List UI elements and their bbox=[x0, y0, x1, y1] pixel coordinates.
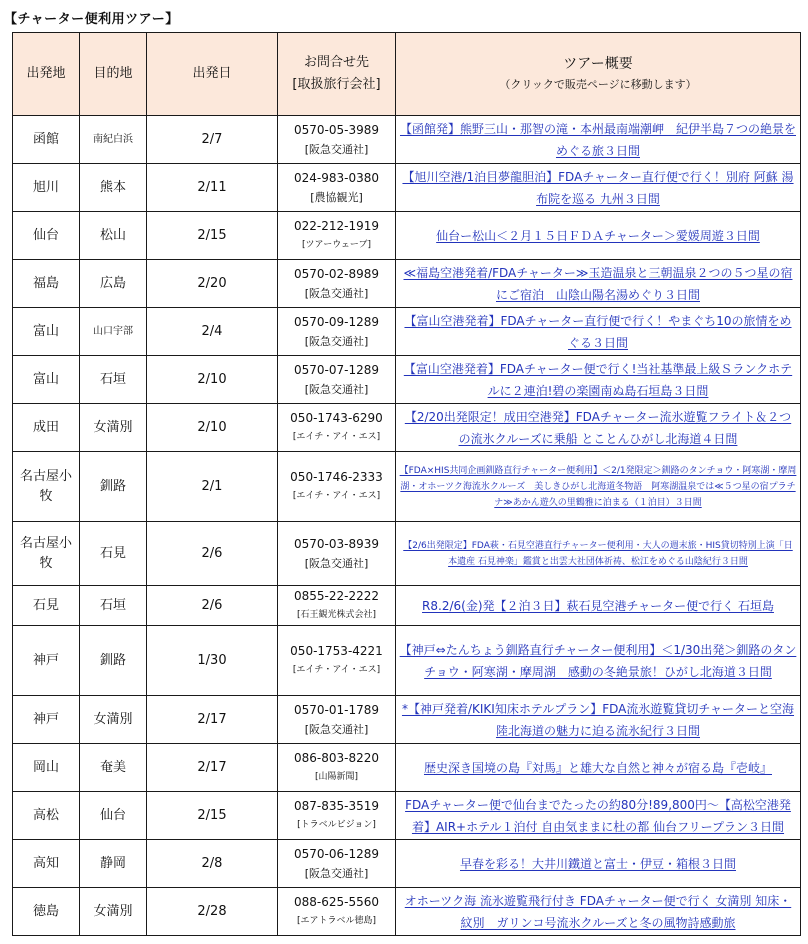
summary-cell bbox=[396, 744, 801, 792]
date-cell: 2/8 bbox=[147, 840, 278, 888]
phone-number: 0570-05-3989 bbox=[293, 122, 379, 137]
tour-link[interactable]: 【神戸⇔たんちょう釧路直行チャーター便利用】＜1/30出発＞釧路のタンチョウ・阿寒湖・摩周湖 感動の冬絶景旅！ひがし北海道３日間 bbox=[399, 642, 797, 679]
contact-cell bbox=[278, 744, 396, 792]
destination-cell: 広島 bbox=[80, 260, 147, 308]
tour-link[interactable]: R8.2/6(金)発【２泊３日】萩石見空港チャーター便で行く 石垣島 bbox=[422, 598, 774, 613]
page-title: 【チャーター便利用ツアー】 bbox=[4, 12, 179, 27]
contact-cell bbox=[278, 164, 396, 212]
header-overview-title: ツアー概要 bbox=[563, 56, 633, 72]
departure-cell: 福島 bbox=[13, 260, 80, 308]
header-date: 出発日 bbox=[147, 33, 278, 116]
summary-cell bbox=[396, 260, 801, 308]
agency-name: [石王観光株式会社] bbox=[296, 609, 377, 620]
phone-number: 0570-01-1789 bbox=[293, 702, 379, 717]
tour-link[interactable]: 【旭川空港/1泊目夢龍胆泊】FDAチャーター直行便で行く！別府 阿蘇 湯布院を巡る 九州３日間 bbox=[402, 169, 794, 206]
phone-number: 050-1753-4221 bbox=[290, 643, 383, 658]
summary-cell bbox=[396, 696, 801, 744]
departure-cell: 仙台 bbox=[13, 212, 80, 260]
agency-name: [農協観光] bbox=[310, 190, 363, 204]
tour-link[interactable]: 【2/20出発限定！成田空港発】FDAチャーター流氷遊覧フライト＆２つの流氷クルーズに乗船 とことんひがし北海道４日間 bbox=[404, 409, 792, 446]
phone-number: 088-625-5560 bbox=[293, 894, 379, 909]
agency-name: [阪急交通社] bbox=[304, 866, 369, 880]
tour-link[interactable]: ≪福島空港発着/FDAチャーター≫玉造温泉と三朝温泉２つの５つ星の宿にご宿泊 山陰山陽名湯めぐり３日間 bbox=[403, 265, 793, 302]
table-row bbox=[13, 164, 801, 212]
tour-link[interactable]: 【FDA×HIS共同企画釧路直行チャーター便利用】＜2/1発限定＞釧路のタンチョウ・阿寒湖・摩周湖・オホーツク海流氷クルーズ 美しきひがし北海道冬物語 阿寒湖温泉では≪５つ星の宿プラチナ≫あかん遊久の里鶴雅に泊まる（１泊目）３日間 bbox=[399, 465, 797, 508]
contact-cell bbox=[278, 260, 396, 308]
agency-name: [阪急交通社] bbox=[304, 334, 369, 348]
contact-cell bbox=[278, 212, 396, 260]
destination-cell: 南紀白浜 bbox=[80, 116, 147, 164]
tour-link[interactable]: 仙台ー松山＜２月１５日ＦＤＡチャーター＞愛媛周遊３日間 bbox=[436, 228, 760, 243]
tour-link[interactable]: 早春を彩る！大井川鐵道と富士・伊豆・箱根３日間 bbox=[459, 856, 736, 871]
phone-number: 0570-02-8989 bbox=[293, 266, 379, 281]
tour-link[interactable]: FDAチャーター便で仙台までたったの約80分!89,800円～【高松空港発着】AIR+ホテル１泊付 自由気ままに杜の都 仙台フリープラン３日間 bbox=[405, 797, 791, 834]
summary-cell bbox=[396, 164, 801, 212]
destination-cell: 松山 bbox=[80, 212, 147, 260]
summary-cell bbox=[396, 212, 801, 260]
table-row bbox=[13, 888, 801, 936]
contact-cell bbox=[278, 522, 396, 586]
header-destination: 目的地 bbox=[80, 33, 147, 116]
destination-cell: 山口宇部 bbox=[80, 308, 147, 356]
agency-name: [エイチ・アイ・エス] bbox=[292, 490, 381, 501]
table-row bbox=[13, 626, 801, 696]
departure-cell: 石見 bbox=[13, 586, 80, 626]
destination-cell: 奄美 bbox=[80, 744, 147, 792]
phone-number: 022-212-1919 bbox=[293, 218, 379, 233]
agency-name: [エイチ・アイ・エス] bbox=[292, 431, 381, 442]
table-row bbox=[13, 586, 801, 626]
phone-number: 050-1743-6290 bbox=[290, 410, 383, 425]
table-row bbox=[13, 744, 801, 792]
departure-cell: 富山 bbox=[13, 356, 80, 404]
destination-cell: 石垣 bbox=[80, 356, 147, 404]
tour-link[interactable]: *【神戸発着/KIKI知床ホテルプラン】FDA流氷遊覧貸切チャーターと空海陸北海道の魅力に迫る流氷紀行３日間 bbox=[401, 701, 795, 738]
phone-number: 0855-22-2222 bbox=[293, 588, 379, 603]
contact-cell bbox=[278, 452, 396, 522]
agency-name: [ツアーウェーブ] bbox=[302, 239, 371, 250]
table-row bbox=[13, 356, 801, 404]
agency-name: [エアトラベル徳島] bbox=[296, 915, 377, 926]
header-departure: 出発地 bbox=[13, 33, 80, 116]
summary-cell bbox=[396, 404, 801, 452]
departure-cell: 富山 bbox=[13, 308, 80, 356]
date-cell: 2/20 bbox=[147, 260, 278, 308]
tour-link[interactable]: 歴史深き国境の島『対馬』と雄大な自然と神々が宿る島『壱岐』 bbox=[423, 760, 772, 775]
tour-link[interactable]: オホーツク海 流氷遊覧飛行付き FDAチャーター便で行く 女満別 知床・紋別 ガリンコ号流氷クルーズと冬の風物詩感動旅 bbox=[404, 893, 792, 930]
contact-cell bbox=[278, 696, 396, 744]
table-row bbox=[13, 308, 801, 356]
table-row bbox=[13, 840, 801, 888]
table-row bbox=[13, 260, 801, 308]
agency-name: [エイチ・アイ・エス] bbox=[292, 664, 381, 675]
phone-number: 0570-03-8939 bbox=[293, 536, 379, 551]
table-row bbox=[13, 404, 801, 452]
charter-tour-table bbox=[12, 32, 801, 936]
phone-number: 050-1746-2333 bbox=[290, 469, 383, 484]
departure-cell: 名古屋小牧 bbox=[13, 522, 80, 586]
table-row bbox=[13, 212, 801, 260]
date-cell: 2/7 bbox=[147, 116, 278, 164]
tour-link[interactable]: 【2/6出発限定】FDA萩・石見空港直行チャーター便利用・大人の週末旅・HIS貸切特別上演「日本遺産 石見神楽」鑑賞と出雲大社団体祈祷、松江をめぐる山陰紀行３日間 bbox=[403, 540, 793, 567]
date-cell: 2/17 bbox=[147, 696, 278, 744]
phone-number: 086-803-8220 bbox=[293, 750, 379, 765]
date-cell: 2/17 bbox=[147, 744, 278, 792]
summary-cell bbox=[396, 626, 801, 696]
tour-link[interactable]: 【富山空港発着】FDAチャーター直行便で行く！やまぐち10の旅情をめぐる３日間 bbox=[404, 313, 792, 350]
agency-name: [阪急交通社] bbox=[304, 286, 369, 300]
phone-number: 0570-06-1289 bbox=[293, 846, 379, 861]
summary-cell bbox=[396, 586, 801, 626]
table-row bbox=[13, 452, 801, 522]
contact-cell bbox=[278, 888, 396, 936]
table-row bbox=[13, 696, 801, 744]
departure-cell: 名古屋小牧 bbox=[13, 452, 80, 522]
contact-cell bbox=[278, 626, 396, 696]
departure-cell: 神戸 bbox=[13, 626, 80, 696]
date-cell: 2/28 bbox=[147, 888, 278, 936]
header-contact-line1: お問合せ先 bbox=[303, 55, 369, 70]
date-cell: 2/11 bbox=[147, 164, 278, 212]
destination-cell: 女満別 bbox=[80, 696, 147, 744]
contact-cell bbox=[278, 308, 396, 356]
destination-cell: 女満別 bbox=[80, 404, 147, 452]
departure-cell: 神戸 bbox=[13, 696, 80, 744]
agency-name: [阪急交通社] bbox=[304, 142, 369, 156]
summary-cell bbox=[396, 840, 801, 888]
contact-cell bbox=[278, 792, 396, 840]
table-header-row bbox=[13, 33, 801, 116]
table-row bbox=[13, 522, 801, 586]
destination-cell: 仙台 bbox=[80, 792, 147, 840]
header-overview bbox=[396, 33, 801, 116]
table-row bbox=[13, 116, 801, 164]
agency-name: [トラベルビジョン] bbox=[297, 819, 376, 830]
contact-cell bbox=[278, 356, 396, 404]
header-contact-line2: [取扱旅行会社] bbox=[292, 77, 381, 92]
date-cell: 1/30 bbox=[147, 626, 278, 696]
destination-cell: 女満別 bbox=[80, 888, 147, 936]
header-overview-note: （クリックで販売ページに移動します） bbox=[499, 78, 697, 91]
date-cell: 2/10 bbox=[147, 356, 278, 404]
summary-cell bbox=[396, 356, 801, 404]
contact-cell bbox=[278, 404, 396, 452]
summary-cell bbox=[396, 792, 801, 840]
departure-cell: 高松 bbox=[13, 792, 80, 840]
departure-cell: 徳島 bbox=[13, 888, 80, 936]
agency-name: [阪急交通社] bbox=[304, 556, 369, 570]
phone-number: 087-835-3519 bbox=[293, 798, 379, 813]
departure-cell: 旭川 bbox=[13, 164, 80, 212]
departure-cell: 函館 bbox=[13, 116, 80, 164]
date-cell: 2/15 bbox=[147, 212, 278, 260]
summary-cell bbox=[396, 116, 801, 164]
destination-cell: 熊本 bbox=[80, 164, 147, 212]
destination-cell: 釧路 bbox=[80, 626, 147, 696]
phone-number: 0570-09-1289 bbox=[293, 314, 379, 329]
date-cell: 2/6 bbox=[147, 586, 278, 626]
date-cell: 2/4 bbox=[147, 308, 278, 356]
destination-cell: 石垣 bbox=[80, 586, 147, 626]
contact-cell bbox=[278, 116, 396, 164]
agency-name: [阪急交通社] bbox=[304, 722, 369, 736]
tour-link[interactable]: 【富山空港発着】FDAチャーター便で行く!当社基準最上級Ｓランクホテルに２連泊!碧の楽園南ぬ島石垣島３日間 bbox=[403, 361, 793, 398]
destination-cell: 釧路 bbox=[80, 452, 147, 522]
summary-cell bbox=[396, 308, 801, 356]
summary-cell bbox=[396, 452, 801, 522]
phone-number: 0570-07-1289 bbox=[293, 362, 379, 377]
departure-cell: 成田 bbox=[13, 404, 80, 452]
agency-name: [山陽新聞] bbox=[314, 771, 359, 782]
destination-cell: 静岡 bbox=[80, 840, 147, 888]
departure-cell: 岡山 bbox=[13, 744, 80, 792]
agency-name: [阪急交通社] bbox=[304, 382, 369, 396]
destination-cell: 石見 bbox=[80, 522, 147, 586]
summary-cell bbox=[396, 888, 801, 936]
table-row bbox=[13, 792, 801, 840]
contact-cell bbox=[278, 586, 396, 626]
summary-cell bbox=[396, 522, 801, 586]
date-cell: 2/6 bbox=[147, 522, 278, 586]
header-contact bbox=[278, 33, 396, 116]
departure-cell: 高知 bbox=[13, 840, 80, 888]
date-cell: 2/1 bbox=[147, 452, 278, 522]
tour-link[interactable]: 【函館発】熊野三山・那智の滝・本州最南端潮岬 紀伊半島７つの絶景をめぐる旅３日間 bbox=[399, 121, 796, 158]
contact-cell bbox=[278, 840, 396, 888]
date-cell: 2/15 bbox=[147, 792, 278, 840]
date-cell: 2/10 bbox=[147, 404, 278, 452]
phone-number: 024-983-0380 bbox=[293, 170, 379, 185]
